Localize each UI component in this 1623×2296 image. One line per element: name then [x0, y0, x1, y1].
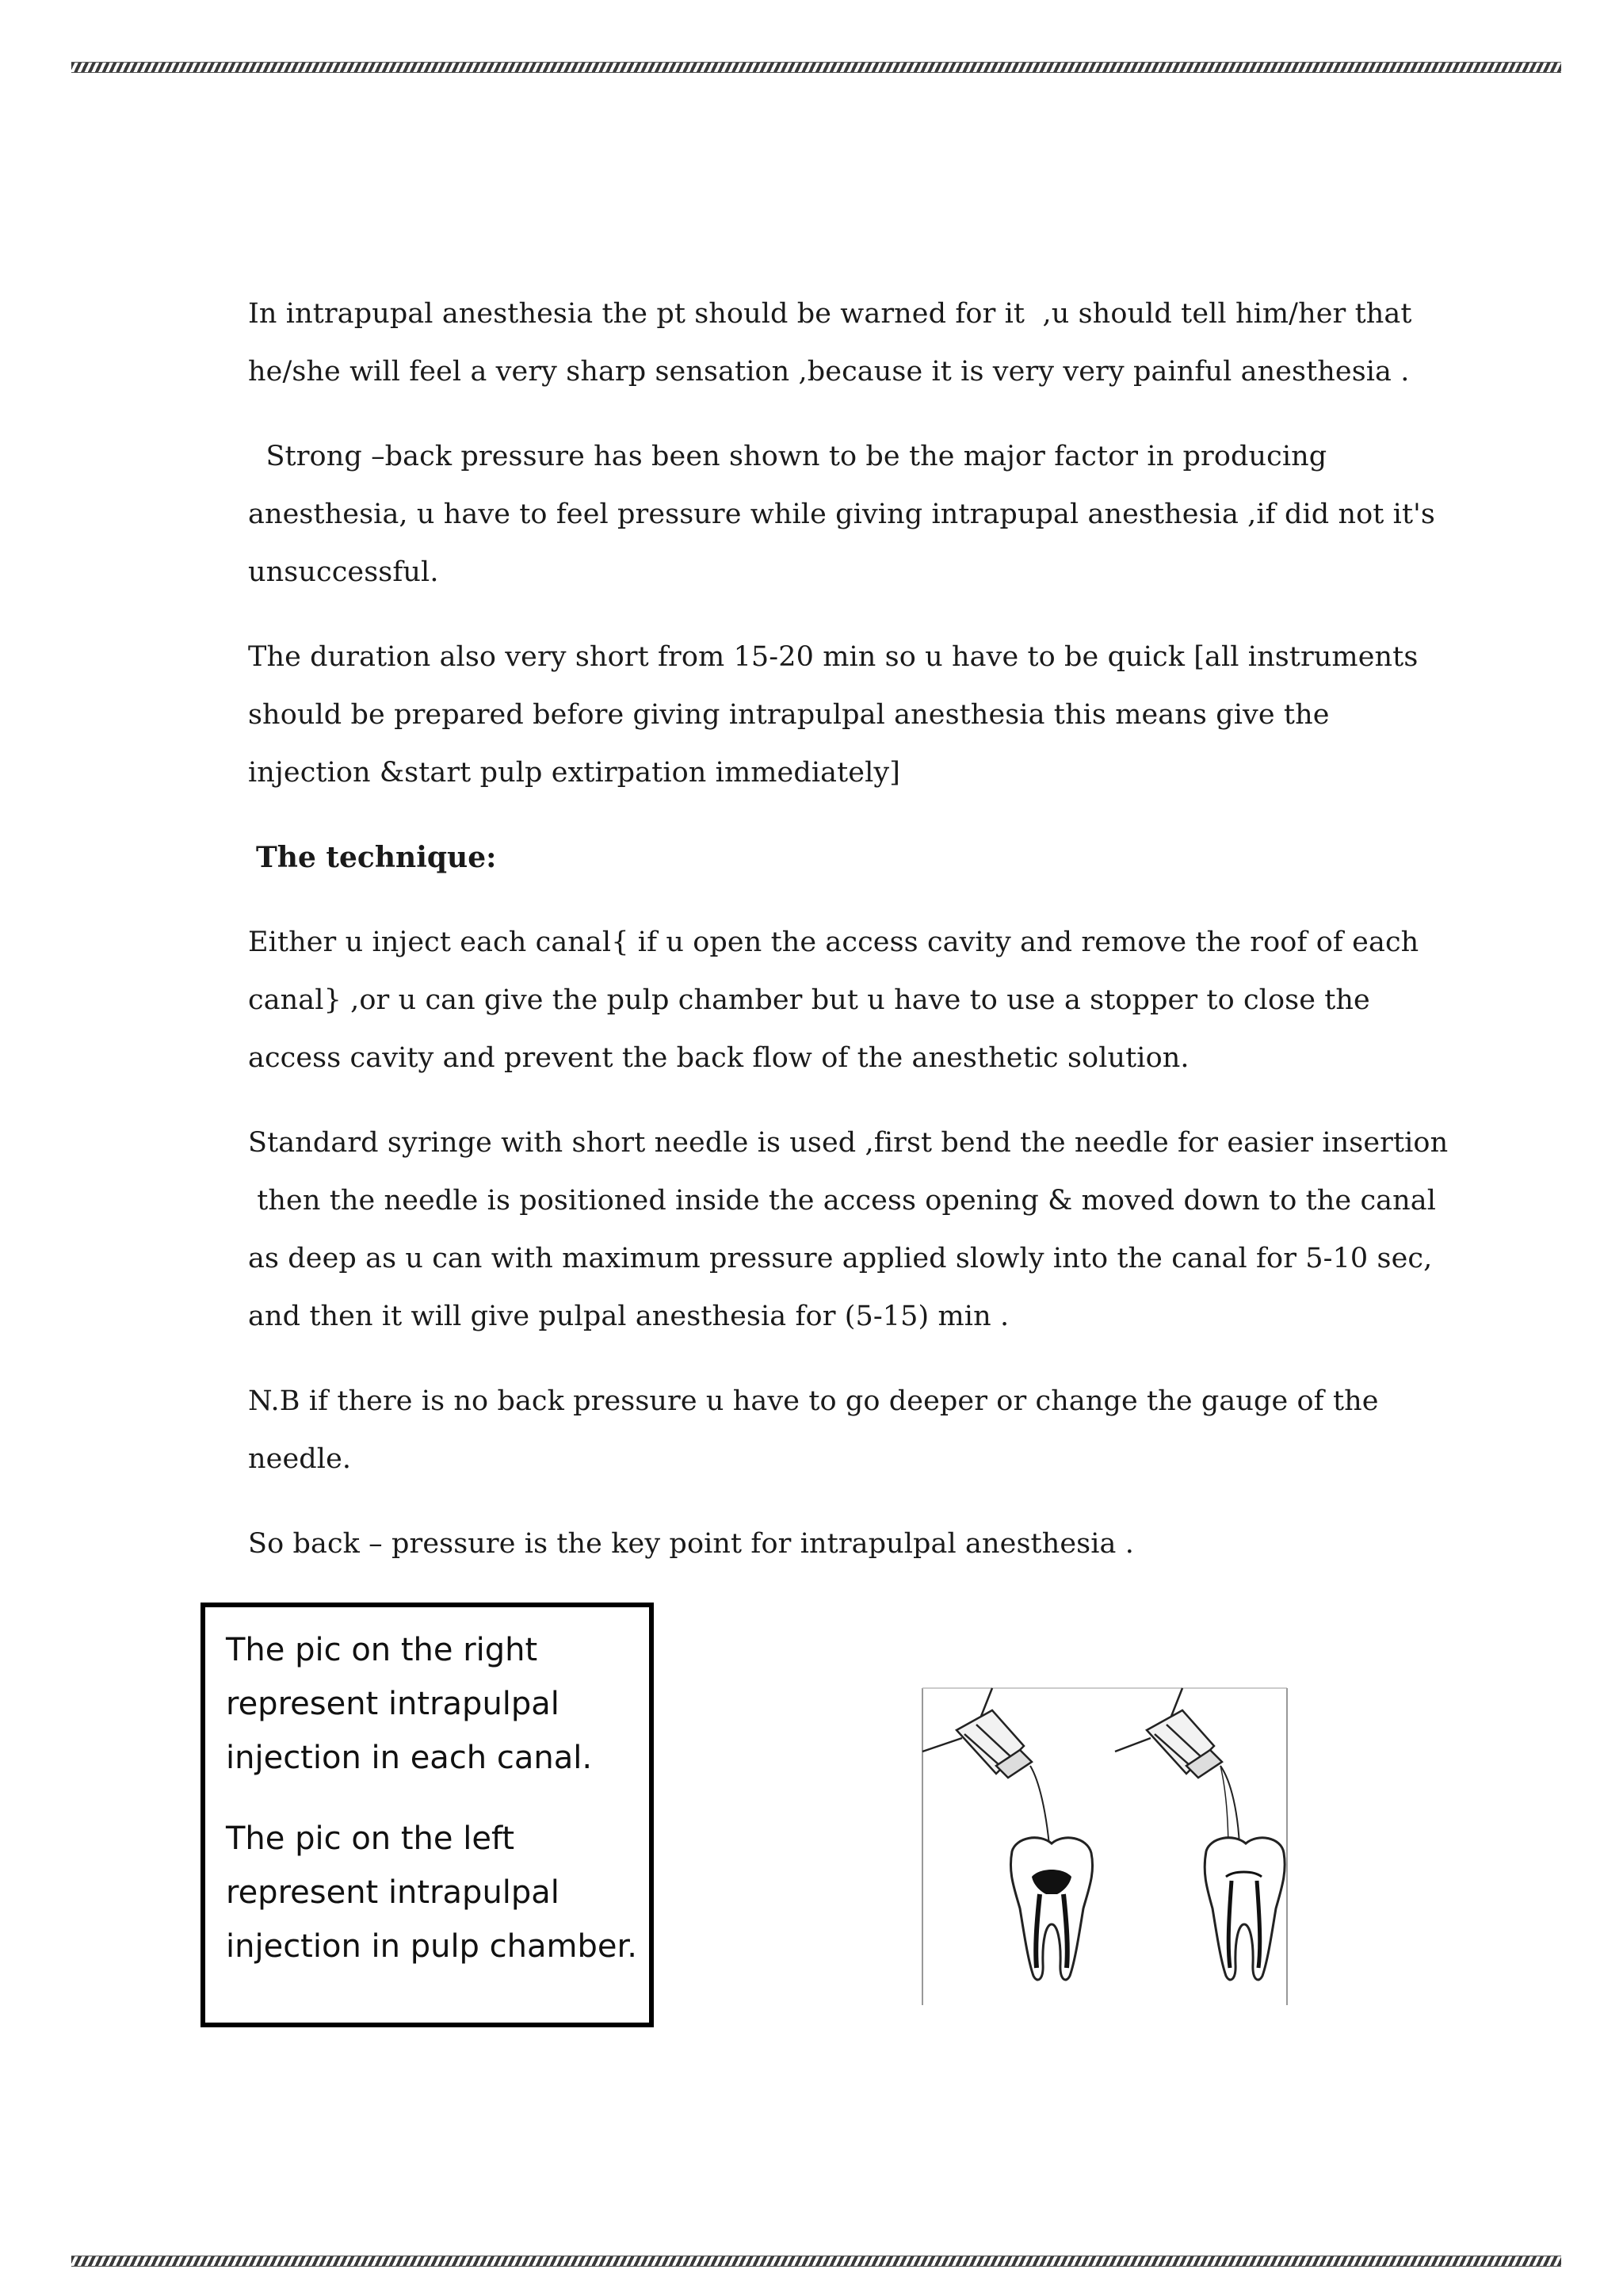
- document-body: [248, 285, 1449, 1600]
- caption-line: represent intrapulpal: [226, 1874, 559, 1911]
- text-line: Strong –back pressure has been shown to be the major factor in producing: [248, 441, 1327, 472]
- text-line: canal} ,or u can give the pulp chamber but u have to use a stopper to close the: [248, 984, 1370, 1016]
- caption-left: [226, 1812, 649, 1973]
- caption-line: The pic on the left: [226, 1820, 515, 1857]
- top-decorative-border: [71, 62, 1561, 73]
- caption-line: The pic on the right: [226, 1632, 538, 1668]
- text-line: should be prepared before giving intrapulpal anesthesia this means give the: [248, 699, 1330, 731]
- left-syringe-icon: [922, 1688, 1049, 1845]
- text-line: he/she will feel a very sharp sensation ,because it is very very painful anesthesia .: [248, 356, 1410, 388]
- text-line: anesthesia, u have to feel pressure while giving intrapupal anesthesia ,if did not it's: [248, 499, 1435, 530]
- right-tooth-icon: [1205, 1838, 1285, 1980]
- text-line: access cavity and prevent the back flow of the anesthetic solution.: [248, 1042, 1190, 1074]
- left-tooth-icon: [1010, 1838, 1092, 1980]
- section-heading: The technique:: [256, 841, 497, 874]
- text-line: and then it will give pulpal anesthesia for (5-15) min .: [248, 1301, 1010, 1332]
- bottom-decorative-border: [71, 2256, 1561, 2267]
- caption-line: injection in pulp chamber.: [226, 1928, 637, 1965]
- text-line: injection &start pulp extirpation immediately]: [248, 757, 900, 789]
- text-line: Either u inject each canal{ if u open the access cavity and remove the roof of each: [248, 926, 1419, 958]
- text-line: So back – pressure is the key point for intrapulpal anesthesia .: [248, 1528, 1134, 1560]
- caption-line: represent intrapulpal: [226, 1686, 559, 1722]
- text-line: unsuccessful.: [248, 556, 439, 588]
- text-line: N.B if there is no back pressure u have to go deeper or change the gauge of the: [248, 1385, 1379, 1417]
- tooth-injection-illustration: [921, 1687, 1289, 2007]
- caption-right: [226, 1623, 649, 1785]
- paragraph-warning: [248, 285, 1412, 401]
- paragraph-canal-or-chamber: [248, 914, 1419, 1087]
- text-line: Standard syringe with short needle is used ,first bend the needle for easier insertion: [248, 1127, 1449, 1159]
- paragraph-nb: [248, 1373, 1379, 1488]
- text-line: The duration also very short from 15-20 min so u have to be quick [all instruments: [248, 641, 1419, 673]
- caption-line: injection in each canal.: [226, 1740, 593, 1776]
- text-line: then the needle is positioned inside the access opening & moved down to the canal: [248, 1185, 1437, 1217]
- paragraph-conclusion: [248, 1515, 1358, 1573]
- text-line: as deep as u can with maximum pressure applied slowly into the canal for 5-10 sec,: [248, 1243, 1433, 1274]
- text-line: In intrapupal anesthesia the pt should be warned for it ,u should tell him/her that: [248, 298, 1412, 330]
- paragraph-back-pressure: [248, 428, 1435, 602]
- paragraph-duration: [248, 628, 1419, 802]
- right-syringe-icon: [1115, 1688, 1239, 1853]
- text-line: needle.: [248, 1443, 352, 1475]
- paragraph-syringe: [248, 1114, 1449, 1346]
- caption-box: [200, 1603, 654, 2027]
